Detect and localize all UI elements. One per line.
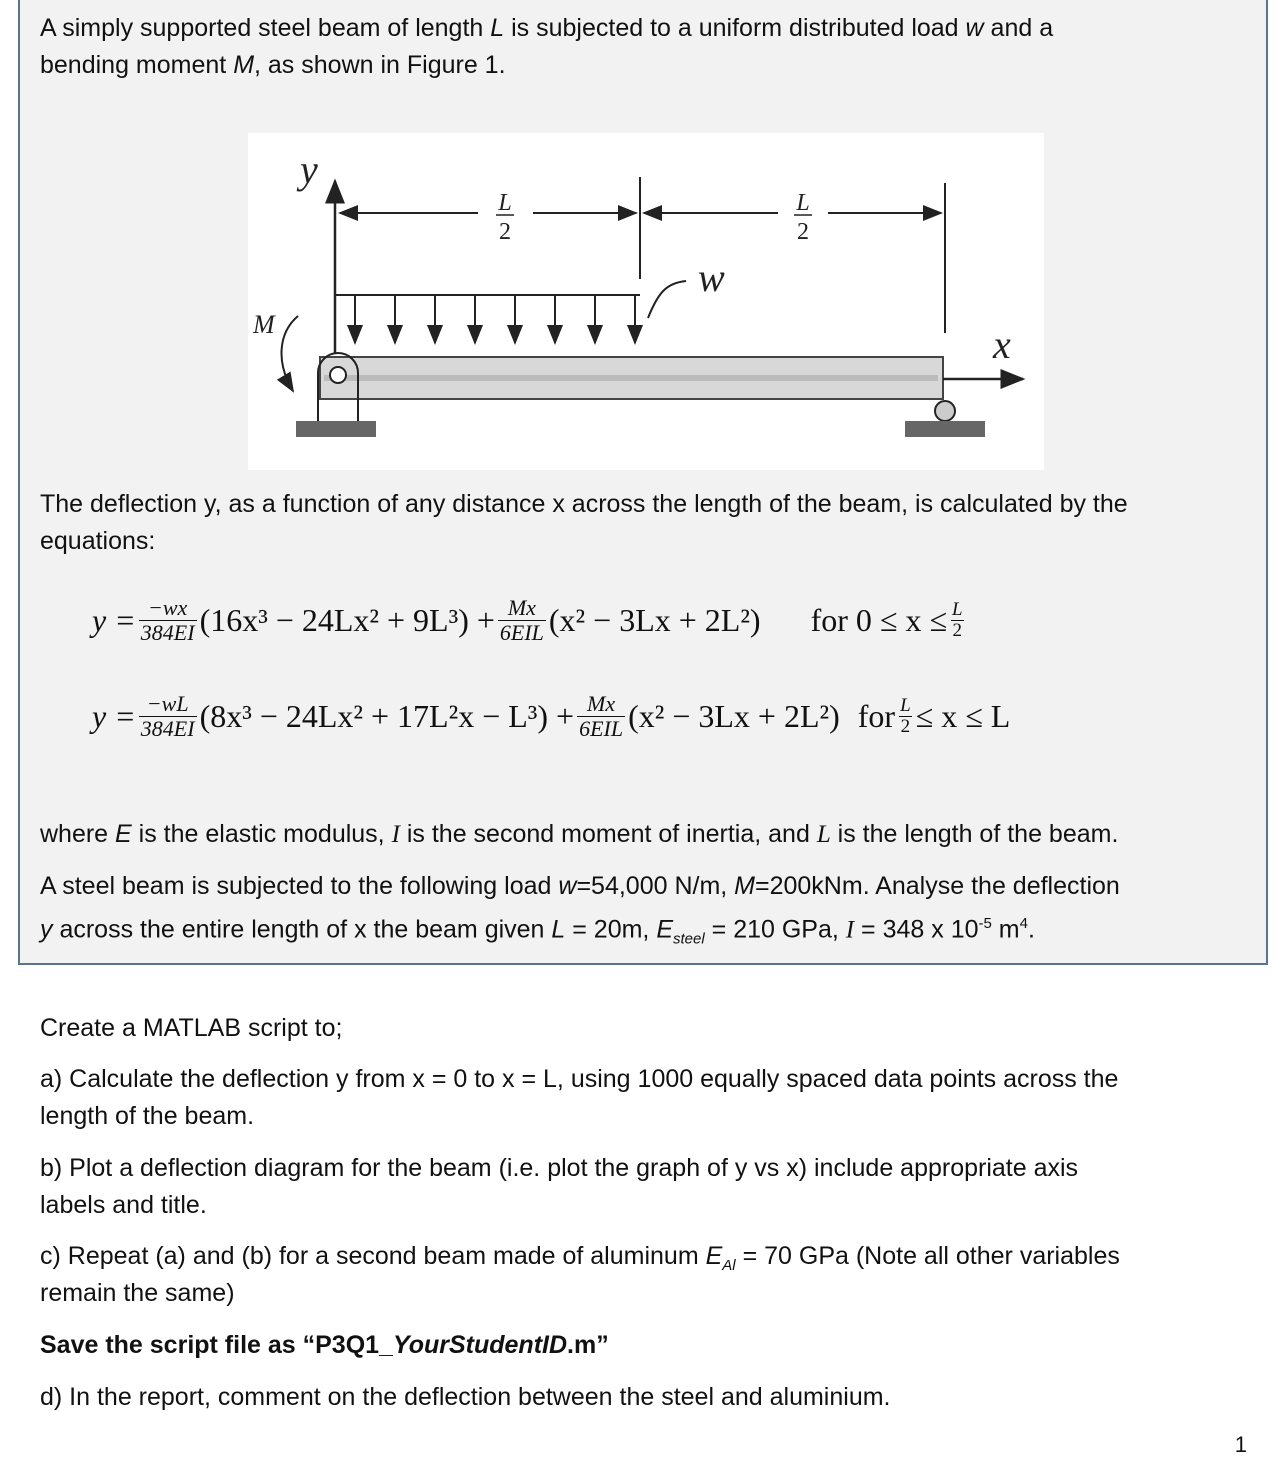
- half-length-num-1: L: [498, 190, 512, 216]
- roller-support: [935, 401, 955, 421]
- beam-diagram: [248, 133, 1044, 470]
- right-ground: [905, 421, 985, 437]
- eq1-cond-frac: $\frac{L}{2}$: [952, 599, 963, 641]
- eq1-frac-2: $\frac{Mx}{\text{6EIL}}$: [499, 595, 544, 645]
- eq2-frac-1: $\frac{-wL}{384EI}$: [140, 691, 195, 741]
- page-number: 1: [1234, 1432, 1247, 1457]
- left-ground: [296, 421, 376, 437]
- given-line-1: A steel beam is subjected to the following load w=54,000 N/m, M=200kNm. Analyse the deflection: [40, 872, 1120, 900]
- deflection-line-1: The deflection y, as a function of any distance x across the length of the beam, is calculated by the: [40, 490, 1128, 518]
- intro-line-1: A simply supported steel beam of length L is subjected to a uniform distributed load w and a: [40, 14, 1054, 42]
- eq1-frac-1: $\frac{-wx}{384EI}$: [140, 595, 195, 645]
- eq2-cond-frac: $\frac{L}{2}$: [900, 695, 911, 737]
- intro-line-2: bending moment M, as shown in Figure 1.: [40, 51, 506, 79]
- task-d: d) In the report, comment on the deflection between the steel and aluminium.: [40, 1383, 891, 1411]
- task-b-line-2: labels and title.: [40, 1191, 207, 1219]
- equation-1: y = $\frac{-wx}{384EI}$ (16x³ − 24Lx² + 9L³) + $\frac{Mx}{\text{6EIL}}$ (x² − 3Lx + 2L²) for 0 ≤ x ≤ $\frac{L}{2}$: [92, 595, 963, 645]
- half-length-den-1: 2: [499, 219, 511, 245]
- load-arrows: [355, 295, 635, 343]
- load-label: w: [698, 255, 725, 300]
- task-a-line-2: length of the beam.: [40, 1102, 255, 1130]
- half-length-num-2: L: [796, 190, 810, 216]
- x-axis-label: x: [993, 322, 1011, 367]
- task-c-line-2: remain the same): [40, 1279, 235, 1307]
- task-c-line-1: c) Repeat (a) and (b) for a second beam made of aluminum $E_{Al} = 70$ GPa (Note all other variables: [40, 1242, 1120, 1274]
- where-line: where E is the elastic modulus, I is the second moment of inertia, and L is the length of the beam.: [40, 820, 1119, 848]
- given-line-2: y across the entire length of x the beam given L = 20m, $E_{steel} = 210$ GPa, I = 348 x $10^{-5}$ $m^4$.: [40, 915, 1035, 948]
- y-axis-label: y: [300, 147, 318, 192]
- tasks-intro: Create a MATLAB script to;: [40, 1014, 343, 1042]
- task-a-line-1: a) Calculate the deflection y from x = 0 to x = L, using 1000 equally spaced data points across the: [40, 1065, 1119, 1093]
- eq2-frac-2: $\frac{Mx}{\text{6EIL}}$: [579, 691, 624, 741]
- beam-figure: [248, 133, 1044, 470]
- moment-label: M: [253, 310, 275, 339]
- deflection-line-2: equations:: [40, 527, 156, 555]
- save-instruction: Save the script file as “P3Q1_YourStudentID.m”: [40, 1331, 609, 1359]
- load-leader: [648, 281, 686, 318]
- task-b-line-1: b) Plot a deflection diagram for the beam (i.e. plot the graph of y vs x) include appropriate axis: [40, 1154, 1079, 1182]
- equation-2: y = $\frac{-wL}{384EI}$ (8x³ − 24Lx² + 17L²x − L³) + $\frac{Mx}{\text{6EIL}}$ (x² − 3Lx + 2L²) for $\frac{L}{2}$ ≤ x ≤ L: [92, 691, 1011, 741]
- half-length-den-2: 2: [797, 219, 809, 245]
- moment-arrow: [282, 316, 298, 391]
